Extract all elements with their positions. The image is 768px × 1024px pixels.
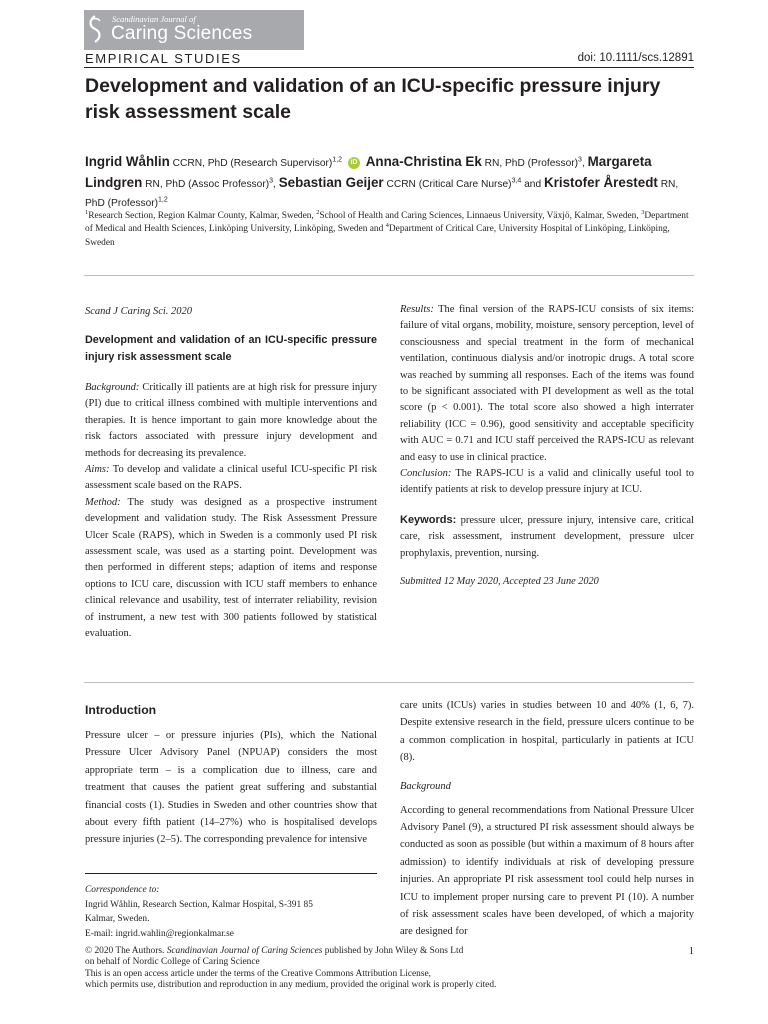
affiliation-number: 2	[316, 208, 320, 216]
journal-name: Caring Sciences	[111, 23, 253, 44]
introduction-paragraph: Pressure ulcer – or pressure injuries (PIs), which the National Pressure Ulcer Advisory Panel (NPUAP) considers the most appropriate term – is a complication due to illness, care and treatment that causes the patient great suffering and substantial financial costs (1). Studies in Sweden and other countries show that about every fifth patient (14–27%) who is hospitalised develops pressure injuries (2–5). The corresponding prevalence for intensive	[85, 730, 377, 846]
footer-society: on behalf of Nordic College of Caring Science	[85, 957, 260, 968]
correspondence	[85, 883, 377, 941]
affiliation-text: Research Section, Region Kalmar County, Kalmar, Sweden,	[88, 211, 317, 221]
correspondence-label: Correspondence to:	[85, 885, 160, 895]
footer-journal-name: Scandinavian Journal of Caring Sciences	[166, 946, 323, 956]
keywords	[400, 512, 694, 562]
author-affiliation-ref: 1,2	[158, 196, 168, 204]
abstract-label: Background:	[85, 382, 140, 393]
keywords-label: Keywords:	[400, 513, 457, 526]
affiliation-number: 3	[641, 208, 645, 216]
author-name: Anna-Christina Ek	[365, 154, 482, 169]
author-credentials: CCRN, PhD (Research Supervisor)	[172, 158, 333, 169]
article-section: EMPIRICAL STUDIES	[85, 51, 242, 66]
abstract-divider	[84, 275, 694, 276]
abstract-left-column	[85, 306, 377, 643]
abstract-paragraph: The study was designed as a prospective instrument development and validation study. The Risk Assessment Pressure Ulcer Scale (RAPS), which in Sweden is a commonly used PI risk assessment scale, was used as a starting point. Development was then performed in different steps; adaption of items and response options to ICU care, discussion with ICU staff members to enhance clinical relevance and usability, test of interrater reliability, revision of instrument, a new test with 300 patients followed by statistical evaluation.	[85, 496, 377, 640]
abstract-label: Method:	[85, 496, 121, 508]
keywords-list: pressure ulcer, pressure injury, intensive care, critical care, risk assessment, instrument development, pressure ulcer prophylaxis, prevention, nursing.	[400, 514, 694, 559]
author-name: Ingrid Wåhlin	[85, 154, 170, 169]
author-name: Kristofer Årestedt	[543, 175, 658, 190]
author-affiliation-ref: 3,4	[511, 177, 522, 185]
abstract-paragraph: To develop and validate a clinical useful ICU-specific PI risk assessment scale based on the RAPS.	[85, 464, 377, 492]
author-separator: ,	[273, 179, 279, 190]
body-divider	[84, 682, 694, 683]
abstract-title: Development and validation of an ICU-specific pressure injury risk assessment scale	[85, 334, 377, 363]
introduction-heading: Introduction	[85, 703, 157, 717]
author-name: Sebastian Geijer	[278, 175, 384, 190]
abstract-paragraph: The RAPS-ICU is a valid and clinically useful tool to identify patients at risk to develop pressure injury at ICU.	[400, 468, 694, 496]
article-title: Development and validation of an ICU-specific pressure injury risk assessment scale	[85, 75, 661, 123]
background-heading: Background	[400, 780, 451, 792]
header-divider	[84, 67, 694, 68]
journal-logo-icon	[86, 14, 104, 44]
author-affiliation-ref: 3	[269, 177, 274, 185]
abstract-right-column	[400, 302, 694, 587]
license-text: This is an open access article under the terms of the Creative Commons Attribution License,	[85, 968, 431, 979]
author-name: Margareta Lindgren	[85, 154, 652, 190]
abstract-paragraph: Critically ill patients are at high risk for pressure injury (PI) due to critical illness combined with multiple interventions and therapies. It is hence important to gain more knowledge about the risk factors associated with pressure injury development and methods for decreasing its prevalence.	[85, 382, 377, 459]
correspondence-email[interactable]: E-mail: ingrid.wahlin@regionkalmar.se	[85, 928, 234, 939]
abstract-label: Aims:	[85, 464, 110, 476]
copyright-text: © 2020 The Authors.	[85, 946, 167, 956]
affiliations	[85, 210, 695, 250]
submission-dates: Submitted 12 May 2020, Accepted 23 June 2020	[400, 576, 599, 588]
author-credentials: RN, PhD (Professor)	[484, 158, 579, 169]
abstract-paragraph: The final version of the RAPS-ICU consists of six items: failure of vital organs, mobility, moisture, sensory perception, level of consciousness and special treatment in the form of mechanical ventilation, continuous dialysis and/or inotropic drugs. A total score was reached by summing all responses. Each of the items was found to be significant associated with PI development as well as the total score (p < 0.001). The total score also showed a high interrater reliability (ICC = 0.96), good sensitivity and acceptable specificity with AUC = 0.71 and ICU staff perceived the RAPS-ICU as relevant and easy to use in clinical practice.	[400, 304, 694, 463]
affiliation-text: School of Health and Caring Sciences, Linnaeus University, Växjö, Kalmar, Sweden,	[319, 211, 642, 221]
introduction-right-column	[400, 697, 694, 941]
author-credentials: RN, PhD (Professor)	[85, 179, 679, 209]
background-paragraph: According to general recommendations from National Pressure Ulcer Advisory Panel (9), a structured PI risk assessment should always be conducted as soon as possible (but within a maximum of 8 hours after admission) to identify individuals at risk of developing pressure injuries. An appropriate PI risk assessment tool could help nurses in ICU to implement proper nursing care to prevent PI (10). A number of risk assessment scales have been developed, of which a majority are designed for	[400, 804, 694, 938]
abstract-label: Conclusion:	[400, 468, 452, 480]
abstract-background	[85, 380, 377, 462]
correspondence-city: Kalmar, Sweden.	[85, 914, 150, 925]
abstract-citation: Scand J Caring Sci. 2020	[85, 306, 193, 317]
orcid-icon[interactable]: iD	[348, 157, 360, 169]
page-number: 1	[688, 946, 694, 957]
abstract-conclusion	[400, 466, 694, 499]
author-separator: ,	[581, 158, 588, 169]
author-affiliation-ref: 3	[578, 156, 582, 164]
abstract-label: Results:	[400, 304, 434, 315]
correspondence-name: Ingrid Wåhlin, Research Section, Kalmar Hospital, S-391 85	[85, 899, 313, 910]
introduction-paragraph-continued: care units (ICUs) varies in studies between 10 and 40% (1, 6, 7). Despite extensive research in the field, pressure ulcers continue to be a common complication in hospital, particularly in patients at ICU (8).	[400, 700, 694, 764]
affiliation-text: Department of Critical Care, University Hospital of Linköping, Linköping, Sweden	[85, 224, 670, 248]
affiliation-text: Department of Medical and Health Sciences, Linköping University, Linköping, Sweden and	[85, 211, 689, 235]
introduction-left-column	[85, 703, 377, 849]
abstract-aims	[85, 462, 377, 495]
author-credentials: CCRN (Critical Care Nurse)	[386, 179, 512, 190]
copyright-publisher: published by John Wiley & Sons Ltd	[322, 946, 464, 956]
correspondence-divider	[85, 873, 377, 874]
author-list	[85, 152, 695, 213]
journal-small-name: Scandinavian Journal of	[112, 14, 196, 24]
author-credentials: RN, PhD (Assoc Professor)	[145, 179, 270, 190]
author-affiliation-ref: 1,2	[332, 156, 343, 164]
license-terms: which permits use, distribution and reproduction in any medium, provided the original work is properly cited.	[85, 979, 497, 990]
abstract-method	[85, 495, 377, 643]
affiliation-number: 1	[85, 208, 89, 216]
abstract-results	[400, 302, 694, 466]
page-footer	[85, 946, 695, 991]
doi: doi: 10.1111/scs.12891	[577, 52, 694, 64]
author-and: and	[521, 179, 544, 190]
affiliation-number: 4	[385, 222, 389, 230]
